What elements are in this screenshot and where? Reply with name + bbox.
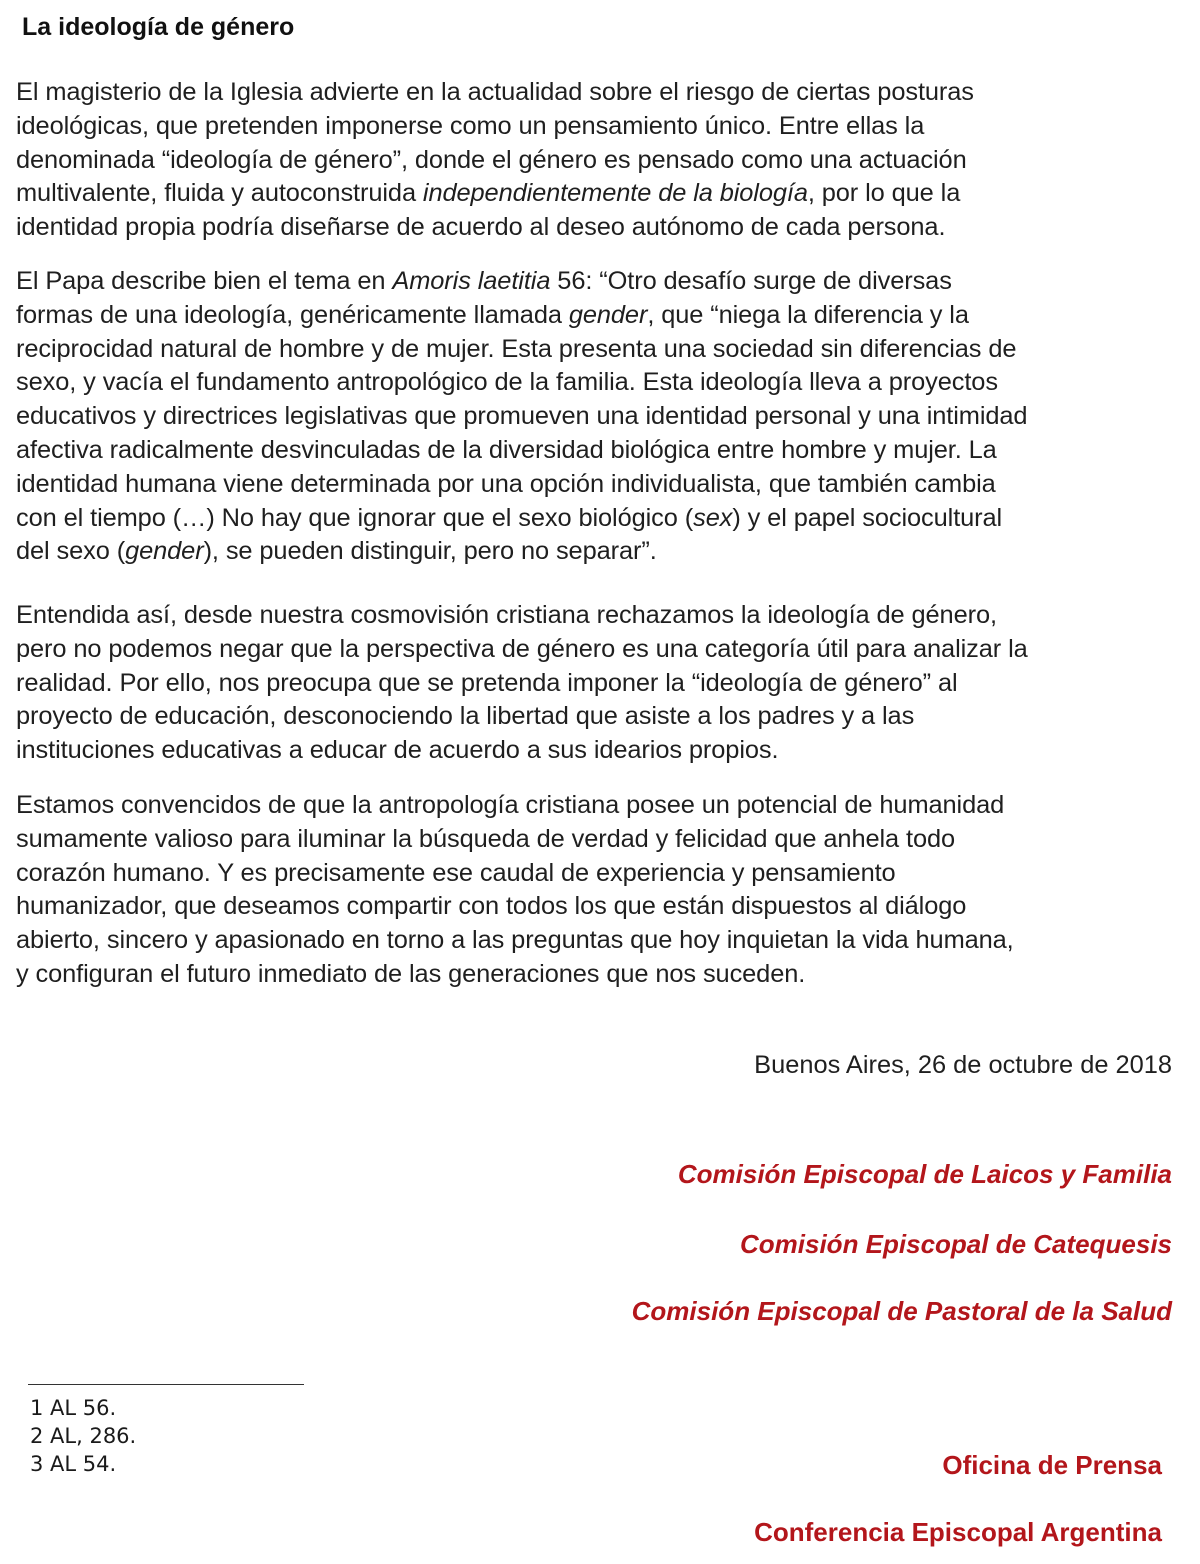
text-run: identidad propia podría diseñarse de acuerdo al deseo autónomo de cada persona. <box>16 213 946 242</box>
text-run: y configuran el futuro inmediato de las generaciones que nos suceden. <box>16 959 806 988</box>
text-run: afectiva radicalmente desvinculadas de la diversidad biológica entre hombre y mujer. La <box>16 435 997 464</box>
paragraph-line <box>16 366 1198 400</box>
italic-text: Amoris laetitia <box>392 267 551 295</box>
text-run: instituciones educativas a educar de acuerdo a sus idearios propios. <box>16 736 779 765</box>
section-title: La ideología de género <box>22 13 295 41</box>
text-run: pero no podemos negar que la perspectiva de género es una categoría útil para analizar la <box>16 634 1028 663</box>
text-run: El Papa describe bien el tema en <box>16 267 393 295</box>
footnotes-list <box>30 1394 136 1478</box>
text-run: multivalente, fluida y autoconstruida <box>16 179 423 208</box>
text-run: , que “niega la diferencia y la <box>647 300 969 329</box>
text-run: humanizador, que deseamos compartir con todos los que están dispuestos al diálogo <box>16 892 967 921</box>
text-run: educativos y directrices legislativas que promueven una identidad personal y una intimidad <box>16 402 1028 431</box>
paragraph-line <box>16 211 1198 245</box>
text-run: del sexo ( <box>16 537 126 566</box>
paragraph-line <box>16 789 1198 823</box>
text-run: proyecto de educación, desconociendo la libertad que asiste a los padres y a las <box>16 702 915 731</box>
text-run: denominada “ideología de género”, donde el género es pensado como una actuación <box>16 145 967 174</box>
italic-text: independientemente de la biología <box>422 179 808 208</box>
episcopal-conference: Conferencia Episcopal Argentina <box>754 1517 1162 1547</box>
paragraph-line <box>16 667 1198 701</box>
paragraph-line <box>16 857 1198 891</box>
paragraph-line <box>16 890 1198 924</box>
paragraph-line <box>16 400 1198 434</box>
text-run: reciprocidad natural de hombre y de mujer. Esta presenta una sociedad sin diferencias de <box>16 334 1017 363</box>
paragraph-line <box>16 177 1198 211</box>
paragraph-line <box>16 333 1198 367</box>
paragraph-line <box>16 599 1198 633</box>
paragraph-line <box>16 144 1198 178</box>
paragraph <box>16 76 1198 245</box>
footnote: 2 AL, 286. <box>30 1424 137 1448</box>
text-run: corazón humano. Y es precisamente ese caudal de experiencia y pensamiento <box>16 858 896 887</box>
paragraph-line <box>16 299 1198 333</box>
paragraph <box>16 599 1198 768</box>
text-run: Entendida así, desde nuestra cosmovisión cristiana rechazamos la ideología de género, <box>16 601 997 629</box>
text-run: sexo, y vacía el fundamento antropológico de la familia. Esta ideología lleva a proyectos <box>16 368 998 397</box>
paragraph-line <box>16 958 1198 992</box>
paragraph <box>16 265 1198 569</box>
paragraph-line <box>16 734 1198 768</box>
paragraph-line <box>16 76 1198 110</box>
paragraph-line <box>16 265 1198 299</box>
text-run: ) y el papel sociocultural <box>732 503 1003 532</box>
italic-text: sex <box>693 503 733 532</box>
footnote: 3 AL 54. <box>30 1452 117 1476</box>
signatory-pastoral-salud: Comisión Episcopal de Pastoral de la Salud <box>631 1296 1172 1326</box>
signatory-catequesis: Comisión Episcopal de Catequesis <box>740 1229 1172 1259</box>
text-run: , por lo que la <box>807 179 961 208</box>
paragraph-line <box>16 535 1198 569</box>
italic-text: gender <box>125 537 204 566</box>
dateline: Buenos Aires, 26 de octubre de 2018 <box>754 1051 1172 1079</box>
text-run: ideológicas, que pretenden imponerse como un pensamiento único. Entre ellas la <box>16 111 925 140</box>
text-run: ), se pueden distinguir, pero no separar”. <box>203 537 657 566</box>
text-run: con el tiempo (…) No hay que ignorar que el sexo biológico ( <box>16 503 694 532</box>
text-run: formas de una ideología, genéricamente llamada <box>16 300 569 329</box>
paragraph-line <box>16 110 1198 144</box>
paragraph <box>16 789 1198 992</box>
text-run: identidad humana viene determinada por una opción individualista, que también cambia <box>16 469 996 498</box>
paragraph-line <box>16 434 1198 468</box>
paragraph-line <box>16 700 1198 734</box>
press-office: Oficina de Prensa <box>942 1450 1162 1480</box>
text-run: sumamente valioso para iluminar la búsqueda de verdad y felicidad que anhela todo <box>16 824 956 853</box>
italic-text: gender <box>568 300 648 329</box>
paragraph-line <box>16 823 1198 857</box>
paragraph-line <box>16 468 1198 502</box>
text-run: El magisterio de la Iglesia advierte en la actualidad sobre el riesgo de ciertas posturas <box>16 78 974 106</box>
paragraph-line <box>16 633 1198 667</box>
signatory-laicos-familia: Comisión Episcopal de Laicos y Familia <box>677 1159 1172 1189</box>
text-run: 56: “Otro desafío surge de diversas <box>550 267 952 295</box>
footnote-divider <box>28 1384 304 1385</box>
text-run: realidad. Por ello, nos preocupa que se pretenda imponer la “ideología de género” al <box>16 668 958 697</box>
footnote: 1 AL 56. <box>30 1396 117 1420</box>
text-run: abierto, sincero y apasionado en torno a las preguntas que hoy inquietan la vida humana, <box>16 926 1014 955</box>
paragraph-line <box>16 502 1198 536</box>
text-run: Estamos convencidos de que la antropología cristiana posee un potencial de humanidad <box>16 791 1005 819</box>
paragraph-line <box>16 924 1198 958</box>
